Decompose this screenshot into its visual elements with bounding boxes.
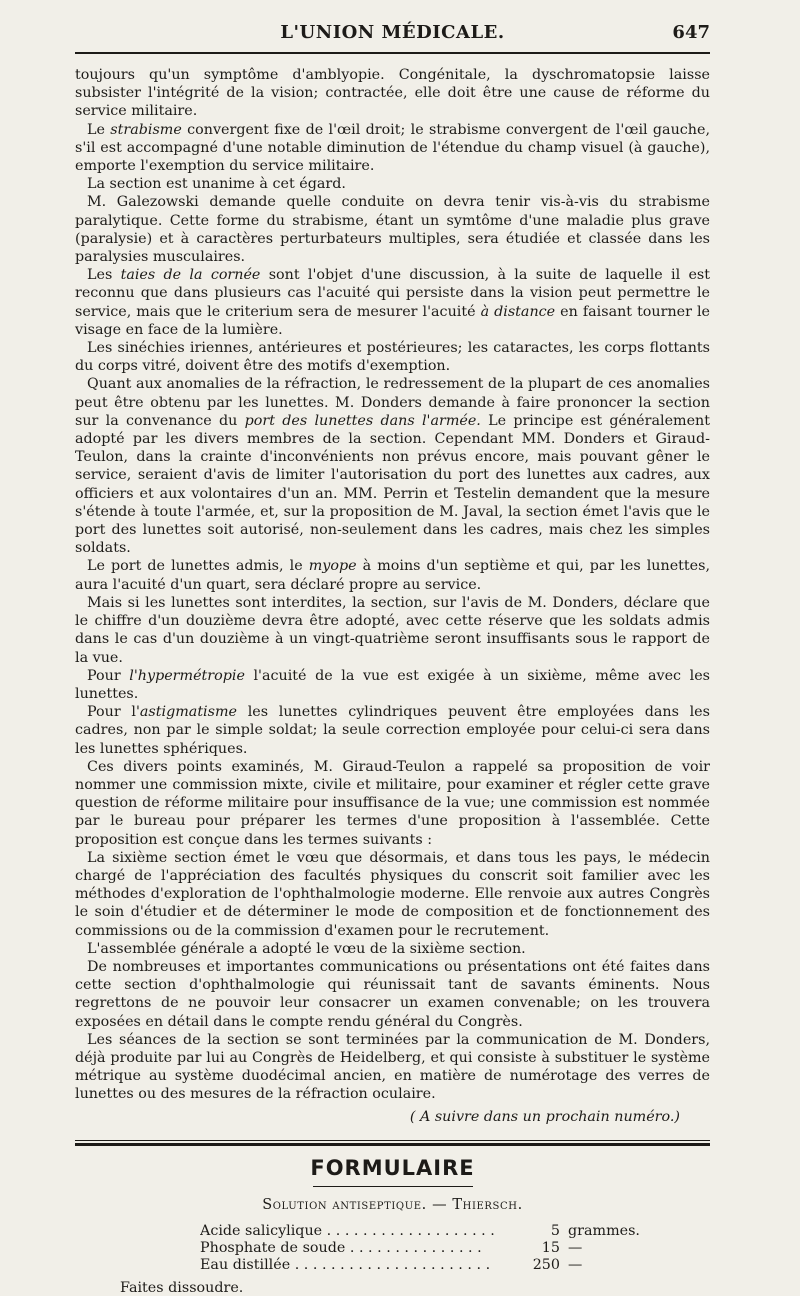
paragraph: toujours qu'un symptôme d'amblyopie. Congénitale, la dyschromatopsie laisse subsister l'intégrité de la vision; contractée, elle doit être une cause de réforme du service militaire. (75, 67, 710, 120)
page-number: 647 (672, 22, 710, 43)
italic-term: myope (308, 558, 357, 575)
italic-term: l'hypermétropie (129, 667, 245, 684)
paragraph: Les sinéchies iriennes, antérieures et postérieures; les cataractes, les corps flottants du corps vitré, doivent être des motifs d'exemption. (75, 340, 710, 375)
recipe-row (200, 1240, 648, 1257)
recipe-row (200, 1257, 648, 1274)
italic-term: taies de la cornée (120, 267, 261, 284)
recipe-row (200, 1223, 648, 1240)
paragraph: Mais si les lunettes sont interdites, la section, sur l'avis de M. Donders, déclare que le chiffre d'un douzième devra être adopté, avec cette réserve que les soldats admis dans le cas d'un douzième à un vingt-quatrième seront insuffisants sous le rapport de la vue. (75, 594, 710, 666)
continuation-note: ( A suivre dans un prochain numéro.) (409, 1108, 680, 1125)
paragraph: Pour l'hypermétropie l'acuité de la vue est exigée à un sixième, même avec les lunettes. (75, 667, 710, 702)
ingredient-name: Phosphate de soude . . . . . . . . . . . . . . . (200, 1239, 482, 1256)
italic-term: port des lunettes dans l'armée. (244, 412, 481, 429)
ingredient-unit: grammes. (568, 1222, 640, 1239)
recipe-instruction: Faites dissoudre. (120, 1279, 244, 1296)
ingredient-unit: — (568, 1239, 583, 1256)
paragraph: L'assemblée générale a adopté le vœu de la sixième section. (87, 940, 526, 957)
recipe-table (200, 1223, 648, 1274)
ingredient-name: Acide salicylique . . . . . . . . . . . . . . . . . . . (200, 1222, 495, 1239)
ingredient-quantity: 5 (550, 1222, 560, 1239)
paragraph: De nombreuses et importantes communications ou présentations ont été faites dans cette section d'ophthalmologie qui réunissait tant de savants éminents. Nous regrettons de ne pouvoir leur consacrer un examen convenable; on les trouvera exposées en détail dans le compte rendu général du Congrès. (75, 958, 710, 1030)
recipe-title: Solution antiseptique. — Thiersch. (262, 1196, 523, 1213)
journal-title: L'UNION MÉDICALE. (280, 22, 505, 43)
article-body (75, 66, 710, 1126)
ingredient-name: Eau distillée . . . . . . . . . . . . . . . . . . . . . . (200, 1256, 491, 1273)
paragraph: La sixième section émet le vœu que désormais, et dans tous les pays, le médecin chargé de l'appréciation des facultés physiques du conscrit soit familier avec les méthodes d'exploration de l'ophthalmologie moderne. Elle renvoie aux autres Congrès le soin d'étudier et de déterminer le mode de composition et de fonctionnement des commissions ou de la commission d'examen pour le recrutement. (75, 849, 710, 939)
running-header (75, 0, 710, 54)
section-divider (75, 1140, 710, 1146)
italic-term: strabisme (110, 121, 182, 138)
paragraph: Le strabisme convergent fixe de l'œil droit; le strabisme convergent de l'œil gauche, s'il est accompagné d'une notable diminution de l'étendue du champ visuel (à gauche), emporte l'exemption du service militaire. (75, 121, 711, 175)
ingredient-unit: — (568, 1256, 583, 1273)
paragraph: Quant aux anomalies de la réfraction, le redressement de la plupart de ces anomalies peut être obtenu par les lunettes. M. Donders demande à faire prononcer la section sur la convenance du port des lunettes dans l'armée. Le principe est généralement adopté par les divers membres de la section. Cependant MM. Donders et Giraud-Teulon, dans la crainte d'inconvénients non prévus encore, mais pouvant gêner le service, seraient d'avis de limiter l'autorisation du port des lunettes aux cadres, aux officiers et aux volontaires d'un an. MM. Perrin et Testelin demandent que la mesure s'étende à toute l'armée, et, sur la proposition de M. Javal, la section émet l'avis que le port des lunettes soit autorisé, non-seulement dans les cadres, mais chez les simples soldats. (75, 376, 710, 557)
paragraph: Le port de lunettes admis, le myope à moins d'un septième et qui, par les lunettes, aura l'acuité d'un quart, sera déclaré propre au service. (75, 558, 710, 593)
paragraph: Ces divers points examinés, M. Giraud-Teulon a rappelé sa proposition de voir nommer une commission mixte, civile et militaire, pour examiner et régler cette grave question de réforme militaire pour insuffisance de la vue; une commission est nommée par le bureau pour préparer les termes d'une proposition à l'assemblée. Cette proposition est conçue dans les termes suivants : (75, 758, 710, 848)
heading-underline (313, 1186, 473, 1187)
paragraph: Les séances de la section se sont terminées par la communication de M. Donders, déjà produite par lui au Congrès de Heidelberg, et qui consiste à substituer le système métrique au système duodécimal ancien, en matière de numérotage des verres de lunettes ou des mesures de la réfraction oculaire. (75, 1031, 710, 1103)
ingredient-quantity: 250 (532, 1256, 560, 1273)
paragraph: M. Galezowski demande quelle conduite on devra tenir vis-à-vis du strabisme paralytique. Cette forme du strabisme, étant un symtôme d'une maladie plus grave (paralysie) et à caractères perturbateurs multiples, sera étudiée et classée dans les paralysies musculaires. (75, 194, 710, 266)
ingredient-quantity: 15 (541, 1239, 560, 1256)
paragraph: La section est unanime à cet égard. (87, 176, 346, 193)
italic-term: à distance (480, 303, 556, 320)
formulaire-heading: FORMULAIRE (310, 1155, 475, 1180)
italic-term: astigmatisme (139, 704, 237, 721)
paragraph: Pour l'astigmatisme les lunettes cylindriques peuvent être employées dans les cadres, non par le simple soldat; la seule correction employée pour celui-ci sera dans les lunettes sphériques. (75, 704, 710, 757)
paragraph: Les taies de la cornée sont l'objet d'une discussion, à la suite de laquelle il est reconnu que dans plusieurs cas l'acuité qui persiste dans la vision peut permettre le service, mais que le criterium sera de mesurer l'acuité à distance en faisant tourner le visage en face de la lumière. (75, 267, 711, 338)
